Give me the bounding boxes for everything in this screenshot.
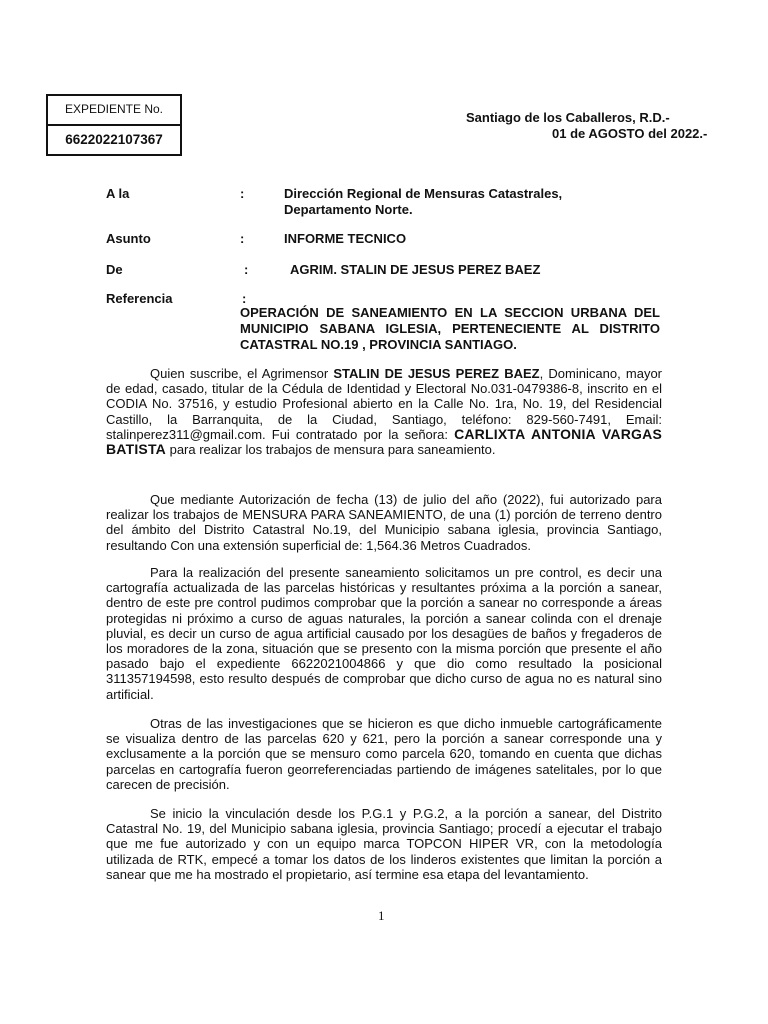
asunto-value: INFORME TECNICO xyxy=(284,231,407,246)
expediente-label: EXPEDIENTE No. xyxy=(48,96,180,126)
paragraph-1 xyxy=(106,366,662,457)
paragraph-4 xyxy=(106,716,662,792)
a-la-colon: : xyxy=(240,186,245,201)
referencia-colon: : xyxy=(242,291,247,306)
a-la-label: A la xyxy=(106,186,130,201)
de-label: De xyxy=(106,262,123,277)
de-value: AGRIM. STALIN DE JESUS PEREZ BAEZ xyxy=(290,262,541,277)
place-line: Santiago de los Caballeros, R.D.- xyxy=(466,110,670,125)
a-la-line1: Dirección Regional de Mensuras Catastrales, xyxy=(284,186,563,201)
referencia-label: Referencia xyxy=(106,291,173,306)
a-la-value xyxy=(284,186,562,218)
p1-text-c: para realizar los trabajos de mensura para saneamiento. xyxy=(165,442,496,458)
p5-text: Se inicio la vinculación desde los P.G.1 y P.G.2, a la porción a sanear, del Distrito Catastral No. 19, del Municipio sabana iglesia, provincia Santiago; procedí a ejecutar el trabajo que me fue autorizado y con un equipo marca TOPCON HIPER VR, con la metodología utilizada de RTK, empecé a tomar los datos de los linderos existentes que limitan la porción a sanear que me ha mostrado el propietario, así termine esa etapa del levantamiento. xyxy=(106,806,662,882)
p3-text: Para la realización del presente saneamiento solicitamos un pre control, es decir una cartografía actualizada de las parcelas históricas y resultantes próxima a la porción a sanear, dentro de este pre control pudimos comprobar que la porción a sanear no corresponde a áreas protegidas ni próximo a curso de aguas naturales, la porción a sanear colinda con el drenaje pluvial, es decir un curso de agua artificial causado por los desagües de baños y fregaderos de los moradores de la zona, situación que se presento con la misma porción que presente el año pasado bajo el expediente 6622021004866 y que dio como resultado la posicional 311357194598, esto resulto después de comprobar que dicho curso de agua no es natural sino artificial. xyxy=(106,565,662,702)
paragraph-3 xyxy=(106,565,662,702)
date-line: 01 de AGOSTO del 2022.- xyxy=(552,126,708,141)
page-number: 1 xyxy=(378,908,385,923)
expediente-number: 6622022107367 xyxy=(65,132,163,147)
referencia-value: OPERACIÓN DE SANEAMIENTO EN LA SECCION URBANA DEL MUNICIPIO SABANA IGLESIA, PERTENECIENTE AL DISTRITO CATASTRAL NO.19 , PROVINCIA SANTIAGO. xyxy=(240,305,660,352)
de-colon: : xyxy=(244,262,249,277)
expediente-box xyxy=(46,94,182,156)
a-la-line2: Departamento Norte. xyxy=(284,202,413,217)
asunto-colon: : xyxy=(240,231,245,246)
p1-text-a: Quien suscribe, el Agrimensor xyxy=(150,366,334,381)
asunto-label: Asunto xyxy=(106,231,151,246)
p4-text: Otras de las investigaciones que se hicieron es que dicho inmueble cartográficamente se visualiza dentro de las parcelas 620 y 621, pero la porción a sanear corresponde una y exclusamente a la porción que se mensuro como parcela 620, tomando en cuenta que dichas parcelas en cartografía fueron georreferenciadas partiendo de imágenes satelitales, por lo que carecen de precisión. xyxy=(106,716,662,792)
p1-text-b: , Dominicano, mayor de edad, casado, titular de la Cédula de Identidad y Electoral No.031-0479386-8, inscrito en el CODIA No. 37516, y estudio Profesional abierto en la Calle No. 1ra, No. 19, del Residencial Castillo, la Barranquita, de la Ciudad, Santiago, teléfono: 829-560-7491, Email: stalinperez311@gmail.com. Fui contratado por la señora: xyxy=(106,366,662,442)
client-name: CARLIXTA ANTONIA VARGAS BATISTA xyxy=(106,425,662,458)
surveyor-name: STALIN DE JESUS PEREZ BAEZ xyxy=(333,366,540,381)
paragraph-5 xyxy=(106,806,662,882)
paragraph-2 xyxy=(106,492,662,553)
p2-text: Que mediante Autorización de fecha (13) de julio del año (2022), fui autorizado para realizar los trabajos de MENSURA PARA SANEAMIENTO, de una (1) porción de terreno dentro del ámbito del Distrito Catastral No.19, del Municipio sabana iglesia, provincia Santiago, resultando Con una extensión superficial de: 1,564.36 Metros Cuadrados. xyxy=(106,492,662,553)
